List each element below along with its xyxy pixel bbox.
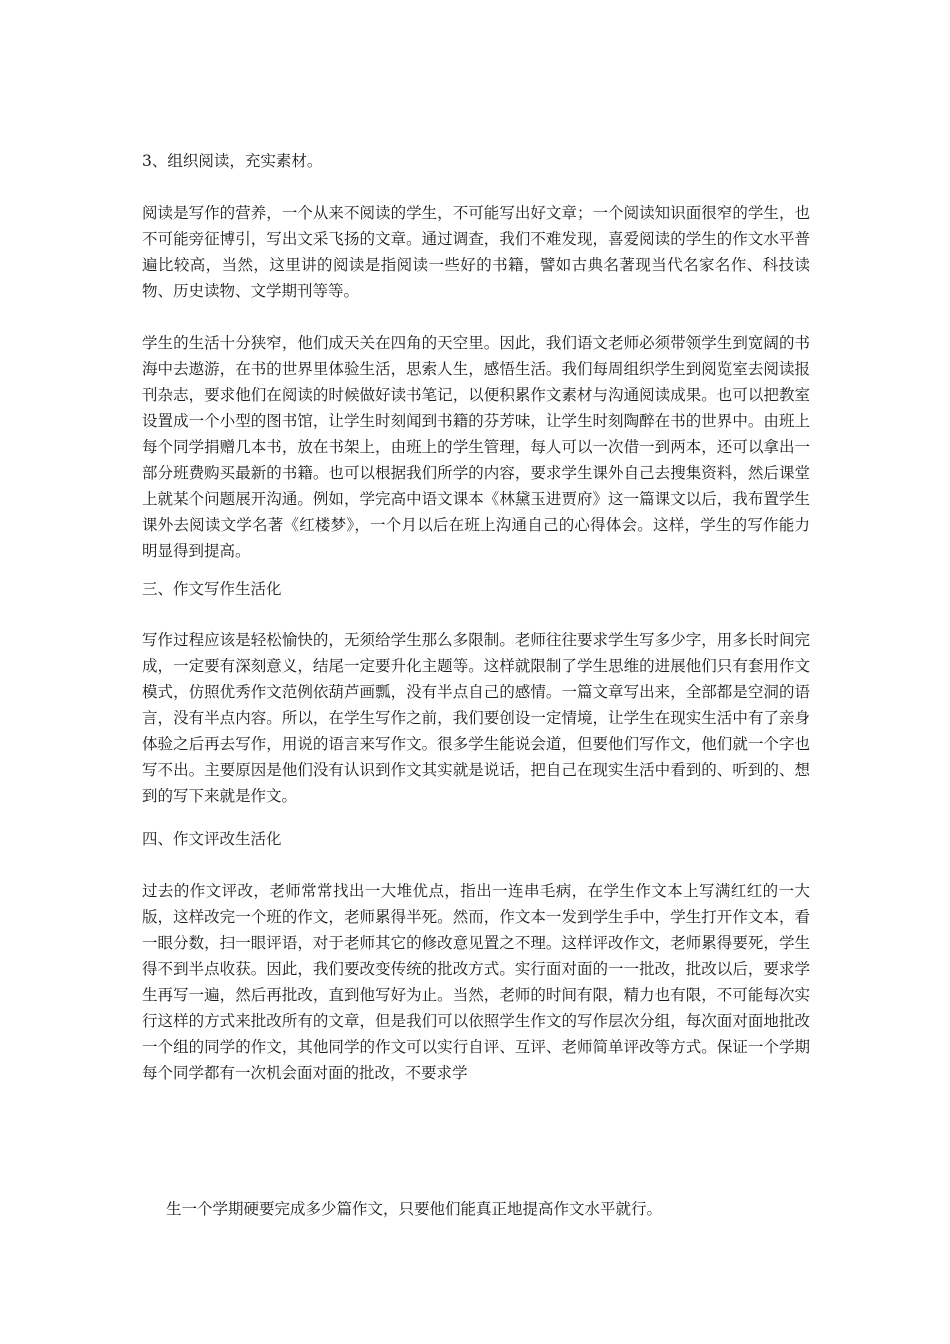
section-heading-four: 四、作文评改生活化 [142, 830, 282, 848]
section-heading-three: 三、作文写作生活化 [142, 580, 282, 598]
paragraph-reading-activities: 学生的生活十分狭窄，他们成天关在四角的天空里。因此，我们语文老师必须带领学生到宽阔的书海中去遨游，在书的世界里体验生活，思索人生，感悟生活。我们每周组织学生到阅览室去阅读报刊杂志，要求他们在阅读的时候做好读书笔记，以便积累作文素材与沟通阅读成果。也可以把教室设置成一个小型的图书馆，让学生时刻闻到书籍的芬芳味，让学生时刻陶醉在书的世界中。由班上每个同学捐赠几本书，放在书架上，由班上的学生管理，每人可以一次借一到两本，还可以拿出一部分班费购买最新的书籍。也可以根据我们所学的内容，要求学生课外自己去搜集资料，然后课堂上就某个问题展开沟通。例如，学完高中语文课本《林黛玉进贾府》这一篇课文以后，我布置学生课外去阅读文学名著《红楼梦》，一个月以后在班上沟通自己的心得体会。这样，学生的写作能力明显得到提高。 [142, 334, 810, 560]
section-heading-3: 3、组织阅读，充实素材。 [142, 152, 323, 170]
paragraph-reading-nutrition: 阅读是写作的营养，一个从来不阅读的学生，不可能写出好文章；一个阅读知识面很窄的学生，也不可能旁征博引，写出文采飞扬的文章。通过调查，我们不难发现，喜爱阅读的学生的作文水平普遍比较高，当然，这里讲的阅读是指阅读一些好的书籍，譬如古典名著现当代名家名作、科技读物、历史读物、文学期刊等等。 [142, 204, 810, 300]
paragraph-essay-evaluation: 过去的作文评改，老师常常找出一大堆优点，指出一连串毛病，在学生作文本上写满红红的一大版，这样改完一个班的作文，老师累得半死。然而，作文本一发到学生手中，学生打开作文本，看一眼分数，扫一眼评语，对于老师其它的修改意见置之不理。这样评改作文，老师累得要死，学生得不到半点收获。因此，我们要改变传统的批改方式。实行面对面的一一批改，批改以后，要求学生再写一遍，然后再批改，直到他写好为止。当然，老师的时间有限，精力也有限，不可能每次实行这样的方式来批改所有的文章，但是我们可以依照学生作文的写作层次分组，每次面对面地批改一个组的同学的作文，其他同学的作文可以实行自评、互评、老师简单评改等方式。保证一个学期每个同学都有一次机会面对面的批改，不要求学 [142, 882, 810, 1082]
continuation-line: 生一个学期硬要完成多少篇作文，只要他们能真正地提高作文水平就行。 [166, 1200, 663, 1218]
paragraph-writing-process: 写作过程应该是轻松愉快的，无须给学生那么多限制。老师往往要求学生写多少字，用多长时间完成，一定要有深刻意义，结尾一定要升化主题等。这样就限制了学生思维的进展他们只有套用作文模式，仿照优秀作文范例依葫芦画瓢，没有半点自己的感情。一篇文章写出来，全部都是空洞的语言，没有半点内容。所以，在学生写作之前，我们要创设一定情境，让学生在现实生活中有了亲身体验之后再去写作，用说的语言来写作文。很多学生能说会道，但要他们写作文，他们就一个字也写不出。主要原因是他们没有认识到作文其实就是说话，把自己在现实生活中看到的、听到的、想到的写下来就是作文。 [142, 631, 810, 805]
